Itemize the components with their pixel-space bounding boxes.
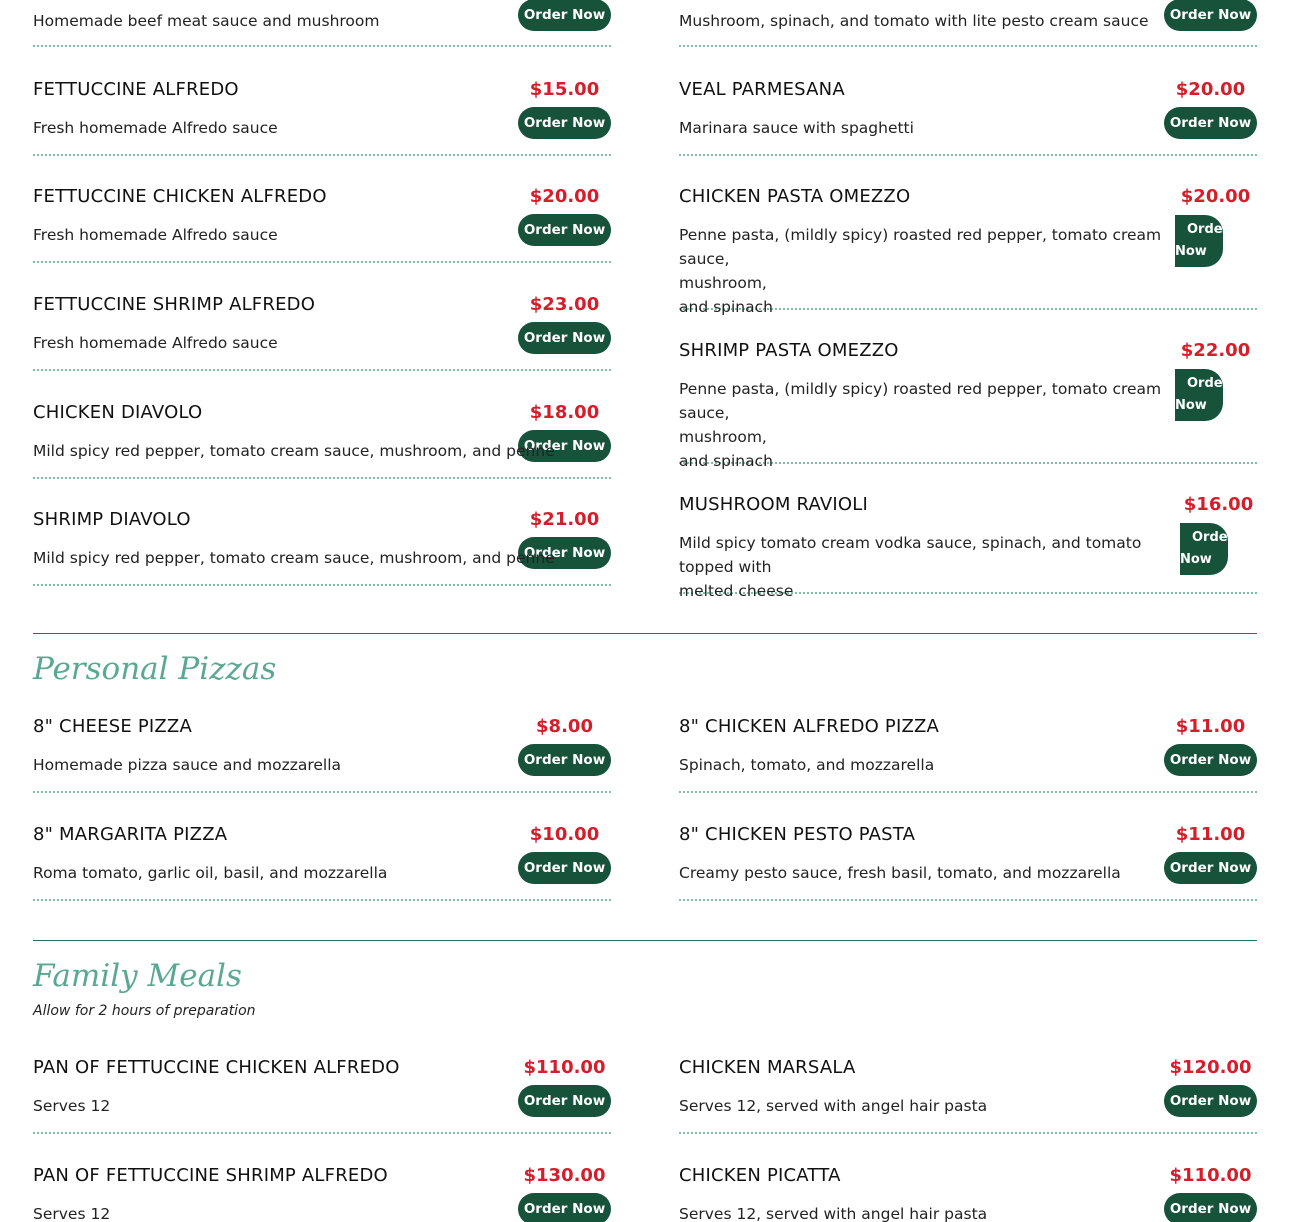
order-now-button[interactable]: Order Now [1164, 1085, 1257, 1117]
menu-item [679, 79, 1257, 156]
menu-item [33, 716, 611, 793]
order-now-button[interactable]: Order Now [518, 852, 611, 884]
item-description: Marinara sauce with spaghetti [679, 119, 914, 137]
order-now-button[interactable] [1175, 369, 1229, 421]
menu-item [33, 294, 611, 371]
item-name: PAN OF FETTUCCINE SHRIMP ALFREDO [33, 1165, 388, 1186]
item-price: $23.00 [529, 294, 600, 315]
order-now-button[interactable] [1180, 523, 1234, 575]
item-description: Roma tomato, garlic oil, basil, and mozzarella [33, 864, 388, 882]
item-price: $130.00 [523, 1165, 606, 1186]
order-now-button[interactable]: Order Now [1164, 1193, 1257, 1222]
item-name: 8" CHEESE PIZZA [33, 716, 192, 737]
menu-item [679, 340, 1257, 470]
order-now-label-line2: Now [1175, 244, 1207, 259]
item-name: FETTUCCINE CHICKEN ALFREDO [33, 186, 327, 207]
menu-item [679, 186, 1257, 316]
menu-item [33, 186, 611, 263]
item-name: SHRIMP DIAVOLO [33, 509, 191, 530]
order-now-button[interactable]: Order Now [518, 1193, 611, 1222]
item-name: CHICKEN DIAVOLO [33, 402, 203, 423]
item-name: SHRIMP PASTA OMEZZO [679, 340, 899, 361]
menu-item [679, 824, 1257, 901]
item-price: $20.00 [1175, 79, 1246, 100]
order-now-button[interactable]: Order Now [518, 537, 611, 569]
item-description: Mushroom, spinach, and tomato with lite pesto cream sauce [679, 12, 1149, 30]
section-title: Personal Pizzas [33, 651, 277, 687]
item-price: $110.00 [1169, 1165, 1252, 1186]
item-name: CHICKEN PICATTA [679, 1165, 841, 1186]
menu-item [679, 1165, 1257, 1222]
description-line: Penne pasta, (mildly spicy) roasted red pepper, tomato cream sauce, [679, 380, 1162, 422]
item-name: 8" MARGARITA PIZZA [33, 824, 228, 845]
item-name: MUSHROOM RAVIOLI [679, 494, 869, 515]
item-description [679, 377, 1169, 473]
item-price: $16.00 [1183, 494, 1254, 515]
order-now-button[interactable]: Order Now [518, 107, 611, 139]
menu-item [33, 402, 611, 479]
section-divider [33, 633, 1257, 634]
description-line: Mild spicy tomato cream vodka sauce, spinach, and tomato topped with [679, 534, 1142, 576]
menu-item [33, 0, 611, 47]
item-price: $110.00 [523, 1057, 606, 1078]
order-now-button[interactable]: Order Now [518, 430, 611, 462]
menu-item [33, 509, 611, 586]
item-description: Homemade beef meat sauce and mushroom [33, 12, 380, 30]
item-description: Fresh homemade Alfredo sauce [33, 119, 278, 137]
order-now-button[interactable]: Order Now [1164, 107, 1257, 139]
item-name: CHICKEN PASTA OMEZZO [679, 186, 911, 207]
item-price: $120.00 [1169, 1057, 1252, 1078]
order-now-button[interactable]: Order Now [518, 322, 611, 354]
item-price: $15.00 [529, 79, 600, 100]
item-name: CHICKEN MARSALA [679, 1057, 856, 1078]
item-price: $20.00 [529, 186, 600, 207]
section-title: Family Meals [33, 958, 242, 994]
order-now-label-line2: Now [1180, 552, 1212, 567]
menu-item [33, 1165, 611, 1222]
menu-item [679, 494, 1257, 600]
item-price: $8.00 [536, 716, 593, 737]
order-now-button[interactable]: Order Now [1164, 744, 1257, 776]
menu-item [679, 1057, 1257, 1134]
item-price: $11.00 [1175, 824, 1246, 845]
order-now-button[interactable]: Order Now [518, 744, 611, 776]
item-name: PAN OF FETTUCCINE CHICKEN ALFREDO [33, 1057, 400, 1078]
item-description: Mild spicy red pepper, tomato cream sauce, mushroom, and penne [33, 442, 555, 460]
item-name: FETTUCCINE ALFREDO [33, 79, 239, 100]
description-line: and spinach [679, 298, 773, 316]
item-price: $11.00 [1175, 716, 1246, 737]
description-line: melted cheese [679, 582, 794, 600]
item-price: $22.00 [1180, 340, 1251, 361]
item-description: Serves 12 [33, 1205, 111, 1222]
order-now-button[interactable]: Order Now [518, 214, 611, 246]
menu-item [33, 824, 611, 901]
description-line: mushroom, [679, 428, 767, 446]
item-description: Serves 12, served with angel hair pasta [679, 1097, 988, 1115]
section-note: Allow for 2 hours of preparation [33, 1003, 256, 1019]
menu-item [679, 716, 1257, 793]
item-description: Serves 12, served with angel hair pasta [679, 1205, 988, 1222]
item-description: Spinach, tomato, and mozzarella [679, 756, 935, 774]
item-description [679, 223, 1169, 319]
item-description: Fresh homemade Alfredo sauce [33, 226, 278, 244]
item-price: $18.00 [529, 402, 600, 423]
order-now-label-line1: Order [1187, 222, 1229, 237]
item-description: Mild spicy red pepper, tomato cream sauce, mushroom, and penne [33, 549, 555, 567]
description-line: Penne pasta, (mildly spicy) roasted red pepper, tomato cream sauce, [679, 226, 1162, 268]
menu-item [679, 0, 1257, 47]
order-now-label-line1: Order [1192, 530, 1234, 545]
order-now-button[interactable]: Order Now [518, 1085, 611, 1117]
item-description: Homemade pizza sauce and mozzarella [33, 756, 342, 774]
description-line: mushroom, [679, 274, 767, 292]
item-description: Creamy pesto sauce, fresh basil, tomato, and mozzarella [679, 864, 1121, 882]
order-now-label-line2: Now [1175, 398, 1207, 413]
item-name: VEAL PARMESANA [679, 79, 845, 100]
item-price: $10.00 [529, 824, 600, 845]
order-now-button[interactable]: Order Now [518, 0, 611, 31]
section-divider [33, 940, 1257, 941]
item-name: FETTUCCINE SHRIMP ALFREDO [33, 294, 316, 315]
menu-item [33, 1057, 611, 1134]
order-now-label-line1: Order [1187, 376, 1229, 391]
menu-item [33, 79, 611, 156]
item-description [679, 531, 1179, 603]
item-name: 8" CHICKEN PESTO PASTA [679, 824, 916, 845]
order-now-button[interactable] [1175, 215, 1229, 267]
item-description: Serves 12 [33, 1097, 111, 1115]
order-now-button[interactable]: Order Now [1164, 852, 1257, 884]
item-name: 8" CHICKEN ALFREDO PIZZA [679, 716, 940, 737]
order-now-button[interactable]: Order Now [1164, 0, 1257, 31]
item-description: Fresh homemade Alfredo sauce [33, 334, 278, 352]
description-line: and spinach [679, 452, 773, 470]
item-price: $20.00 [1180, 186, 1251, 207]
item-price: $21.00 [529, 509, 600, 530]
